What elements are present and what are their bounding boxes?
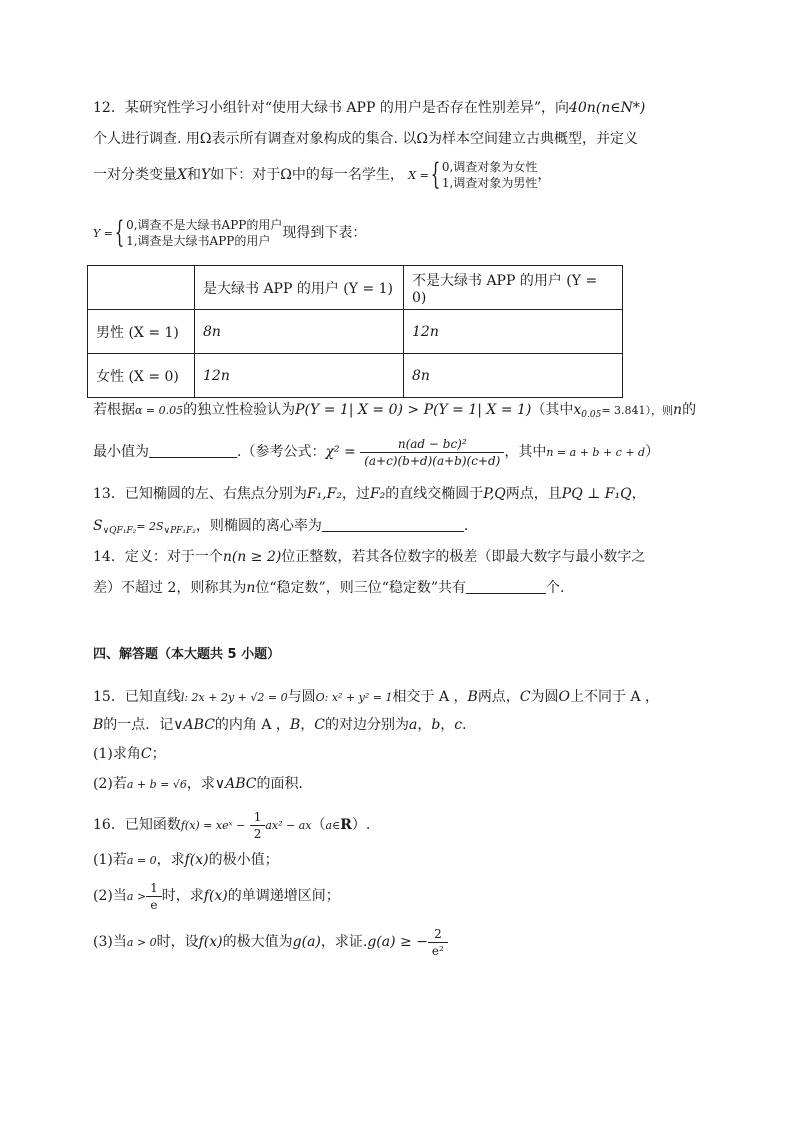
math: O [558,689,571,705]
text: 差）不超过 2，则称其为 [93,580,247,596]
q12-line-1 [93,98,645,118]
q16-line-1 [93,807,370,844]
text: 时，设 [156,934,199,950]
text: 的极大值为 [222,934,293,950]
numerator: 2 [428,926,448,943]
math: n = a + b + c + d [546,446,646,459]
math: B [467,689,478,705]
text: ， [417,717,432,733]
text: = 3.841），则 [601,404,674,417]
numerator: 1 [146,880,162,897]
text: ， [631,486,646,502]
text: （其中 [531,402,574,418]
table-cell: 12n [195,354,404,398]
y-cases [126,217,282,249]
math: χ² = [325,444,356,460]
text: (2)当 [93,888,127,904]
text: 上不同于 A ， [570,689,660,705]
q14-line-1 [93,547,645,567]
text: . [463,518,469,534]
math: n(n ≥ 2) [222,549,282,565]
math: C [140,746,152,762]
math: ∨ABC [173,717,215,733]
fraction [250,809,266,842]
text: 和 [186,167,201,183]
numerator: 1 [250,809,266,826]
text: 位正整数，若其各位数字的极差（即最大数字与最小数字之 [281,549,646,565]
text: 的一点．记 [103,717,174,733]
math: g(a) [292,934,321,950]
table-cell: 8n [404,354,623,398]
text: 的极小值； [208,852,279,868]
text: 最小值为 [93,444,149,460]
q14-line-2 [93,578,564,598]
text: 的单调递增区间； [227,888,340,904]
text: 的独立性检验认为 [183,402,296,418]
text: ，则椭圆的离心率为 [195,518,322,534]
answer-blank [322,517,464,532]
text: 13．已知椭圆的左、右焦点分别为 [93,486,307,502]
table-cell: 不是大绿书 APP 的用户 (Y = 0) [404,266,623,310]
math: f(x) [198,934,223,950]
math: f(x) = xeˣ − [180,819,246,832]
q13-line-2 [93,516,468,541]
math: f(x) [184,852,209,868]
math: a∈ [325,819,341,832]
math: x [573,402,582,418]
math: 40n [568,100,596,116]
math: a [408,717,418,733]
table-cell: 男性 (X = 1) [88,310,195,354]
fraction [360,436,504,469]
text: ； [151,746,166,762]
math: Y [200,167,211,183]
q12-line-6 [93,432,659,473]
text: ，其中 [504,444,547,460]
math: (n∈N*) [595,100,646,116]
table-cell: 12n [404,310,623,354]
denominator: 2 [253,826,262,841]
case: 0,调查对象为女性 [441,160,538,174]
table-cell [88,266,195,310]
answer-blank [149,443,237,458]
math: ∨QF₁F₂ [102,526,137,536]
q12-line-2: 个人进行调查. 用Ω表示所有调查对象构成的集合. 以Ω为样本空间建立古典概型，并定义 [93,131,639,147]
data-table [87,265,623,398]
text: (2)若 [93,776,127,792]
math: a = 0 [126,854,157,867]
text: (1)求角 [93,746,141,762]
q16-part-3 [93,922,448,963]
text: 与圆 [287,689,316,705]
text: ，求证. [320,934,368,950]
left-brace-icon: { [430,157,441,192]
text: 个. [546,580,565,596]
case: 1,调查对象为男性 [441,176,538,190]
text: 的 [682,402,697,418]
left-brace-icon: { [114,215,125,250]
table-cell: 女性 (X = 0) [88,354,195,398]
text: 两点， [477,689,520,705]
q13-line-1 [93,484,646,504]
table-row [88,310,623,354]
text: ） [645,444,660,460]
text: ，过 [341,486,370,502]
text: ， [300,717,315,733]
table-cell: 8n [195,310,404,354]
text: ． [462,717,477,733]
q12-line-4 [93,216,366,251]
math: C [314,717,325,733]
math: F₂ [369,486,386,502]
text: 一对分类变量 [93,167,177,183]
numerator: n(ad − bc)² [360,436,504,453]
denominator: e² [431,943,444,958]
text: (1)若 [93,852,127,868]
case: 0,调查不是大绿书APP的用户 [126,218,283,232]
math: Y = [93,227,113,240]
text: 时，求 [161,888,204,904]
text: ， [537,167,552,183]
math: PQ ⊥ F₁Q [561,486,632,502]
q12-line-5 [93,400,696,425]
q15-line-2 [93,715,476,735]
denominator: (a+c)(b+d)(a+b)(c+d) [364,453,501,468]
text: ，求 [186,776,215,792]
q12-line-3 [93,158,551,193]
text: .（参考公式： [237,444,326,460]
text: 为圆 [530,689,559,705]
fraction [428,926,448,959]
math: l: 2x + 2y + √2 = 0 [180,691,288,704]
text: 12．某研究性学习小组针对“使用大绿书 APP 的用户是否存在性别差异”，向 [93,100,569,116]
text: 两点，且 [505,486,562,502]
math: n [246,580,256,596]
math: n [673,402,683,418]
math: = 2S [136,520,164,533]
math: F₁,F₂ [306,486,342,502]
q15-part-2 [93,774,313,795]
x-cases [442,159,537,191]
math: f(x) [203,888,228,904]
math: B [289,717,301,733]
math: R [340,817,352,833]
text: (3)当 [93,934,127,950]
text: ，求 [156,852,185,868]
math: α = 0.05 [135,404,184,417]
text: 15．已知直线 [93,689,181,705]
math: a > 0 [126,936,157,949]
math: a + b = √6 [126,778,187,791]
math: B [93,717,104,733]
math: g(a) ≥ − [367,934,428,950]
text: 的对边分别为 [324,717,409,733]
text: 的直线交椭圆于 [385,486,484,502]
answer-blank [466,579,546,594]
math: P,Q [483,486,506,502]
math: ax² − ax [265,819,312,832]
table-cell: 是大绿书 APP 的用户 (Y = 1) [195,266,404,310]
math: ∨PF₁F₂ [163,526,196,536]
q16-part-1 [93,850,279,871]
text: 位“稳定数”，则三位“稳定数”共有 [255,580,467,596]
text: 的面积． [256,776,313,792]
denominator: e [150,897,158,912]
math: c [454,717,463,733]
case: 1,调查是大绿书APP的用户 [126,234,271,248]
text: 的内角 A ， [214,717,290,733]
math: C [519,689,531,705]
q15-part-1 [93,744,166,764]
q16-part-2 [93,876,340,917]
table-header-row [88,266,623,310]
math: S [93,518,103,534]
math: O: x² + y² = 1 [315,691,393,704]
text: 如下：对于Ω中的每一名学生， [210,167,404,183]
math: P(Y = 1| X = 0) > P(Y = 1| X = 1) [295,402,532,418]
text: ）. [351,817,371,833]
math: X = [408,169,429,182]
math: X [177,167,187,183]
math: a > [126,890,147,903]
text: 现得到下表： [282,225,367,241]
fraction [146,880,162,913]
table-row [88,354,623,398]
text: 14．定义：对于一个 [93,549,223,565]
text: 相交于 A ， [392,689,468,705]
math: 0.05 [581,410,602,420]
math: b [431,717,441,733]
text: 若根据 [93,402,135,418]
math: ∨ABC [214,776,257,792]
text: ， [440,717,455,733]
text: 16．已知函数 [93,817,181,833]
q15-line-1 [93,687,659,708]
text: （ [311,817,326,833]
section-heading: 四、解答题（本大题共 5 小题） [93,647,281,662]
